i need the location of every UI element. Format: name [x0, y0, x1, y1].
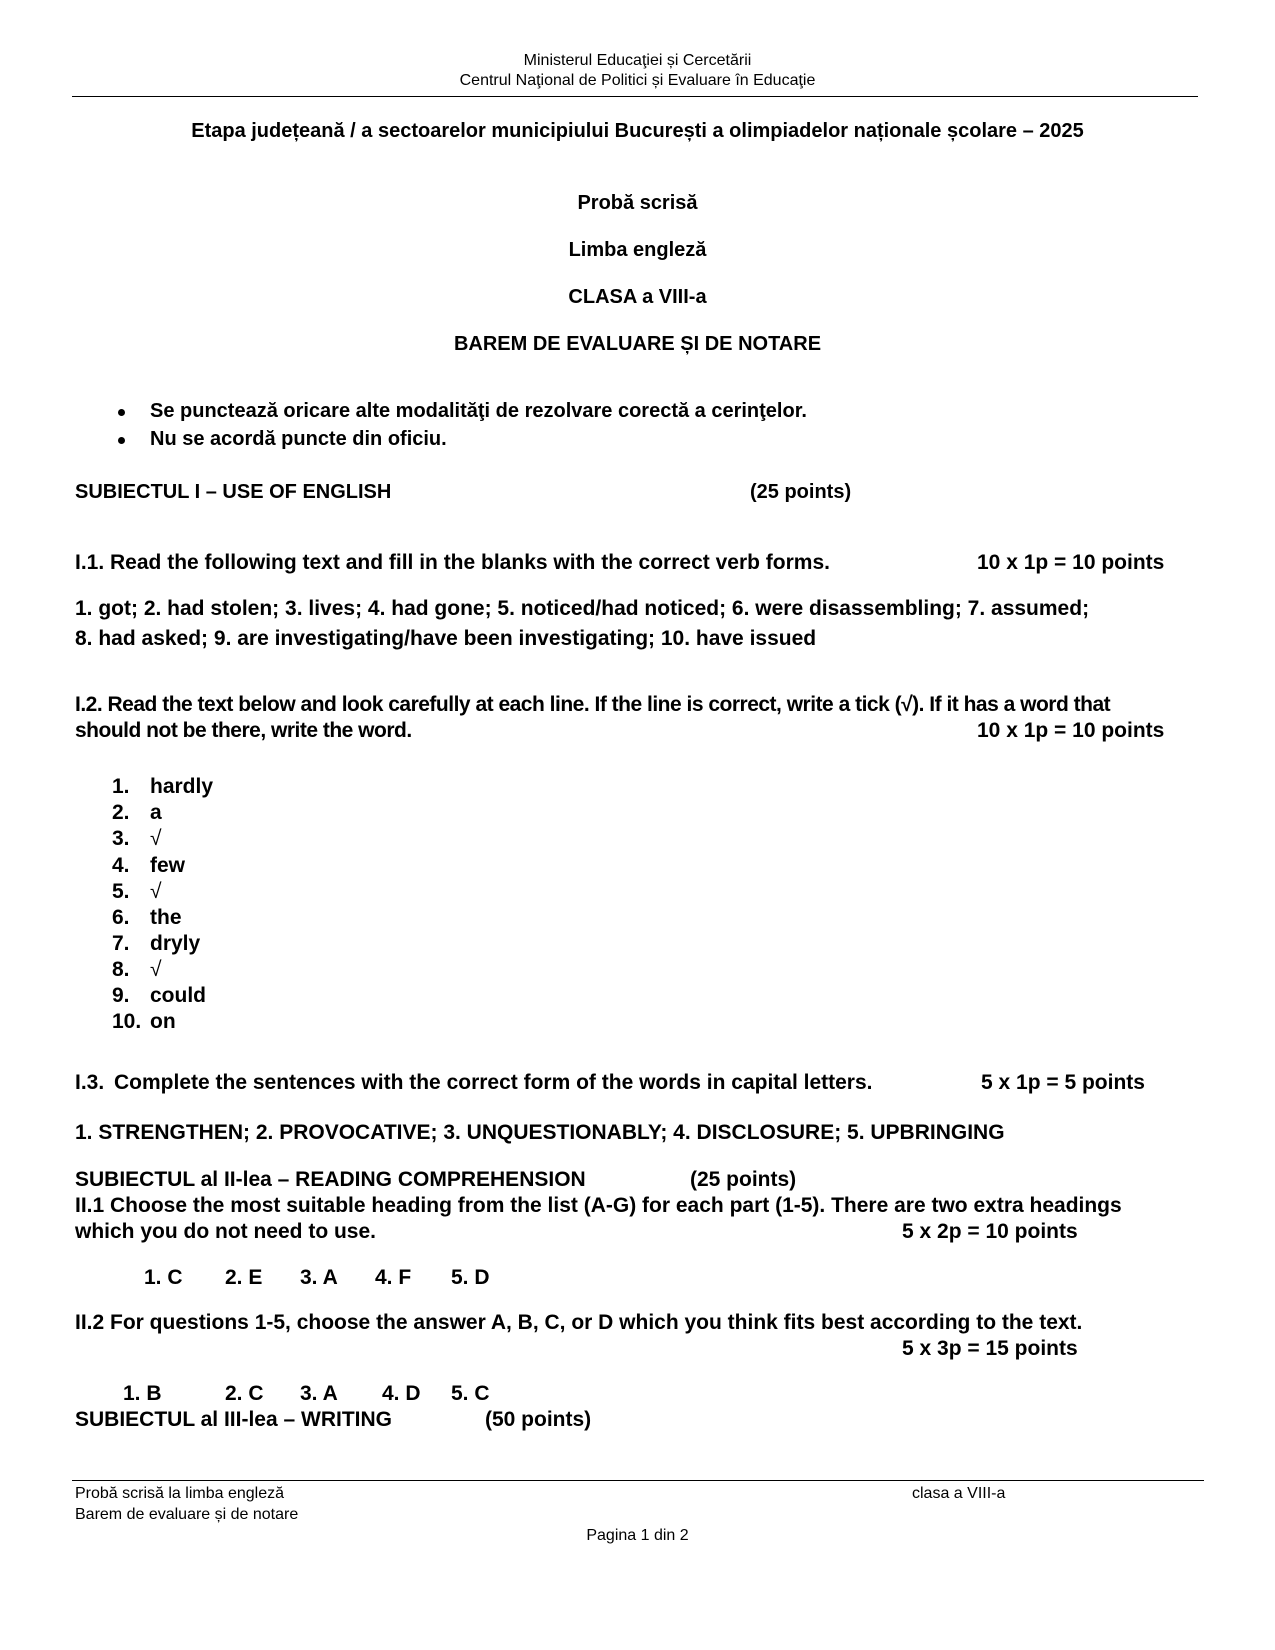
- i1-instruction: I.1. Read the following text and fill in the blanks with the correct verb forms.: [75, 551, 830, 574]
- list-item: 1. B: [123, 1382, 162, 1405]
- section2-points: (25 points): [690, 1168, 797, 1191]
- list-item: 3. A: [300, 1266, 338, 1289]
- list-item: hardly: [150, 775, 214, 798]
- ii2-score: 5 x 3p = 15 points: [902, 1337, 1078, 1360]
- list-item: a: [150, 801, 162, 824]
- i3-label: I.3.: [75, 1071, 105, 1094]
- list-item: 5. D: [451, 1266, 490, 1289]
- exam-type: Probă scrisă: [577, 192, 698, 214]
- note-item: Se punctează oricare alte modalităţi de rezolvare corectă a cerinţelor.: [150, 400, 807, 422]
- list-item: 4. F: [375, 1266, 412, 1289]
- section1-title: SUBIECTUL I – USE OF ENGLISH: [75, 481, 392, 503]
- footer-exam-name: Probă scrisă la limba engleză: [75, 1485, 284, 1502]
- list-item: could: [150, 984, 206, 1007]
- i2-score: 10 x 1p = 10 points: [977, 719, 1165, 742]
- ii1-score: 5 x 2p = 10 points: [902, 1220, 1078, 1243]
- list-item-number: 8.: [112, 958, 130, 981]
- i1-answers-line2: 8. had asked; 9. are investigating/have been investigating; 10. have issued: [75, 627, 817, 650]
- ii1-instruction-line1: II.1 Choose the most suitable heading from the list (A-G) for each part (1-5). There are two extra headings: [75, 1194, 1122, 1217]
- ii2-instruction: II.2 For questions 1-5, choose the answer A, B, C, or D which you think fits best according to the text.: [75, 1311, 1083, 1334]
- ministry-name: Ministerul Educaţiei și Cercetării: [523, 52, 752, 69]
- section3-title: SUBIECTUL al III-lea – WRITING: [75, 1408, 392, 1431]
- list-item: 2. E: [225, 1266, 263, 1289]
- exam-subject: Limba engleză: [568, 239, 707, 261]
- list-item: on: [150, 1010, 176, 1033]
- ii1-instruction-line2: which you do not need to use.: [75, 1220, 377, 1243]
- i1-answers-line1: 1. got; 2. had stolen; 3. lives; 4. had gone; 5. noticed/had noticed; 6. were disassembling; 7. assumed;: [75, 597, 1090, 620]
- footer-doc-name: Barem de evaluare și de notare: [75, 1506, 299, 1523]
- list-item-number: 10.: [112, 1010, 142, 1033]
- bullet-icon: [118, 409, 125, 416]
- bullet-icon: [118, 437, 125, 444]
- list-item: 1. C: [144, 1266, 183, 1289]
- section1-points: (25 points): [750, 481, 852, 503]
- footer-grade: clasa a VIII-a: [912, 1485, 1006, 1502]
- list-item: √: [150, 827, 162, 850]
- list-item: √: [150, 880, 162, 903]
- i1-score: 10 x 1p = 10 points: [977, 551, 1165, 574]
- list-item-number: 5.: [112, 880, 130, 903]
- list-item-number: 9.: [112, 984, 130, 1007]
- list-item-number: 6.: [112, 906, 130, 929]
- list-item: 2. C: [225, 1382, 264, 1405]
- list-item-number: 4.: [112, 854, 130, 877]
- i2-instruction-line2: should not be there, write the word.: [75, 719, 412, 742]
- header-rule: [72, 96, 1198, 97]
- list-item: few: [150, 854, 186, 877]
- list-item: 4. D: [382, 1382, 421, 1405]
- i3-score: 5 x 1p = 5 points: [981, 1071, 1145, 1094]
- list-item-number: 2.: [112, 801, 130, 824]
- list-item: 5. C: [451, 1382, 490, 1405]
- i3-instruction: Complete the sentences with the correct form of the words in capital letters.: [114, 1071, 873, 1094]
- i2-instruction-line1: I.2. Read the text below and look carefully at each line. If the line is correct, write a tick (√). If it has a word that: [75, 693, 1111, 716]
- center-name: Centrul Naţional de Politici și Evaluare în Educaţie: [459, 72, 816, 89]
- exam-grade: CLASA a VIII-a: [568, 286, 707, 308]
- list-item: √: [150, 958, 162, 981]
- list-item: 3. A: [300, 1382, 338, 1405]
- section2-title: SUBIECTUL al II-lea – READING COMPREHENSION: [75, 1168, 586, 1191]
- section3-points: (50 points): [485, 1408, 592, 1431]
- list-item: the: [150, 906, 182, 929]
- note-item: Nu se acordă puncte din oficiu.: [150, 428, 447, 450]
- list-item-number: 7.: [112, 932, 130, 955]
- list-item: dryly: [150, 932, 201, 955]
- i3-answers: 1. STRENGTHEN; 2. PROVOCATIVE; 3. UNQUESTIONABLY; 4. DISCLOSURE; 5. UPBRINGING: [75, 1121, 1005, 1144]
- page-number: Pagina 1 din 2: [586, 1527, 689, 1544]
- document-title: BAREM DE EVALUARE ȘI DE NOTARE: [453, 333, 822, 355]
- competition-title: Etapa județeană / a sectoarelor municipiului București a olimpiadelor naționale școlare – 2025: [191, 120, 1084, 142]
- footer-rule: [72, 1480, 1204, 1481]
- list-item-number: 3.: [112, 827, 130, 850]
- list-item-number: 1.: [112, 775, 130, 798]
